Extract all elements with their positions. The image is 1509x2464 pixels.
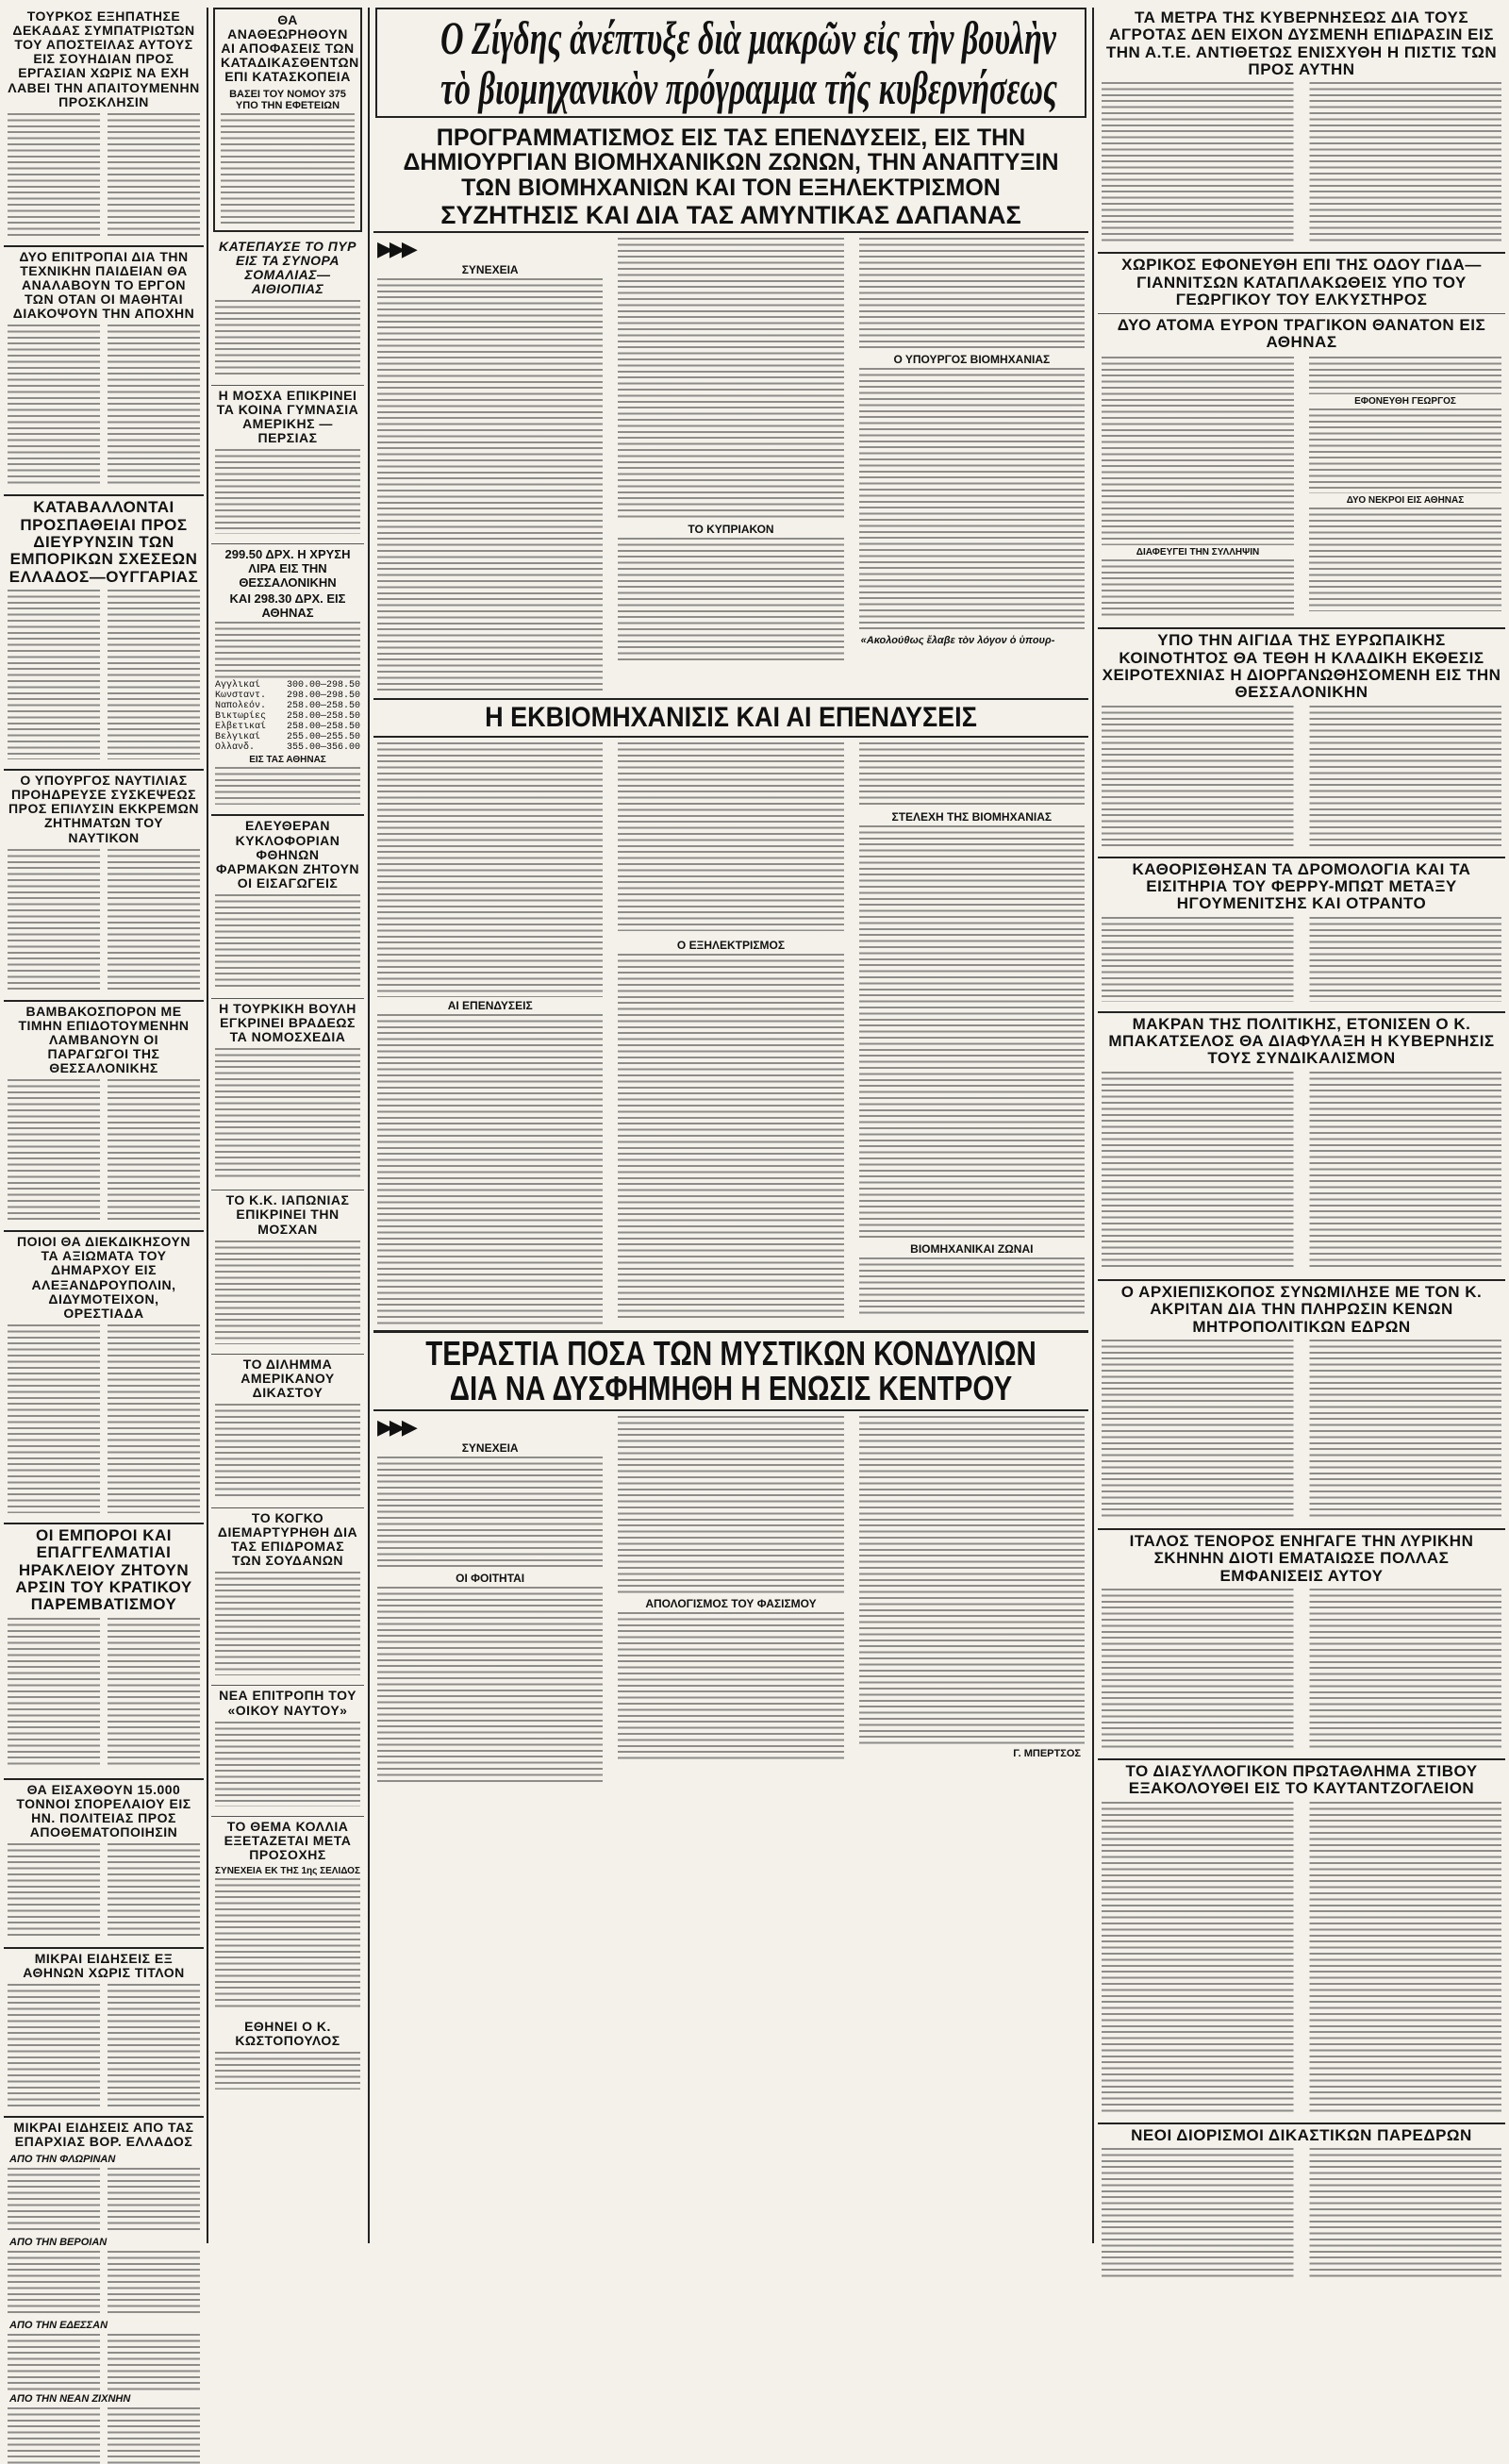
article: [211, 1511, 364, 1675]
article-body: [215, 1878, 360, 2010]
rates-row: [211, 711, 364, 722]
column-left: [4, 8, 204, 2405]
headline: ΝΕΑ ΕΠΙΤΡΟΠΗ ΤΟΥ «ΟΙΚΟΥ ΝΑΥΤΟΥ»: [219, 1688, 357, 1718]
headline: ΥΠΟ ΤΗΝ ΑΙΓΙΔΑ ΤΗΣ ΕΥΡΩΠΑΙΚΗΣ ΚΟΙΝΟΤΗΤΟΣ ΘΑ ΤΕΘΗ Η ΚΛΑΔΙΚΗ ΕΚΘΕΣΙΣ ΧΕΙΡΟΤΕΧΝΙΑΣ Η ΔΙΟΡΓΑΝΩΘΗΣΟΜΕΝΗ ΕΙΣ ΤΗΝ ΘΕΣΣΑΛΟΝΙΚΗΝ: [1102, 631, 1501, 702]
article-body: [8, 2407, 200, 2464]
headline: ΕΛΕΥΘΕΡΑΝ ΚΥΚΛΟΦΟΡΙΑΝ ΦΘΗΝΩΝ ΦΑΡΜΑΚΩΝ ΖΗΤΟΥΝ ΟΙ ΕΙΣΑΓΩΓΕΙΣ: [215, 818, 360, 891]
text-column: [614, 236, 847, 695]
article-body: [215, 1404, 360, 1498]
article: [211, 1820, 364, 2010]
byline-signature: Γ. ΜΠΕΡΤΣΟΣ: [1013, 1748, 1081, 1760]
subhead: ΑΠΟΛΟΓΙΣΜΟΣ ΤΟΥ ΦΑΣΙΣΜΟΥ: [645, 1597, 817, 1611]
article-body: [1102, 917, 1501, 1002]
headline: ΚΑΤΑΒΑΛΛΟΝΤΑΙ ΠΡΟΣΠΑΘΕΙΑΙ ΠΡΟΣ ΔΙΕΥΡΥΝΣΙΝ ΤΩΝ ΕΜΠΟΡΙΚΩΝ ΣΧΕΣΕΩΝ ΕΛΛΑΔΟΣ—ΟΥΓΓΑΡΙΑΣ: [8, 498, 199, 586]
column-second: [211, 8, 364, 2243]
subhead: ΤΟ ΚΥΠΡΙΑΚΟΝ: [688, 523, 774, 537]
rate-name: Αγγλικαί: [215, 680, 261, 691]
text-column: [855, 236, 1088, 695]
article: [1098, 1533, 1505, 1749]
article-body: [618, 1612, 843, 1763]
article: [211, 1193, 364, 1343]
gold-price-article: [211, 547, 364, 805]
article: [4, 9, 204, 236]
article-body: [8, 590, 200, 759]
text-column: [855, 741, 1088, 1327]
headline: ΤΟΥΡΚΟΣ ΕΞΗΠΑΤΗΣΕ ΔΕΚΑΔΑΣ ΣΥΜΠΑΤΡΙΩΤΩΝ ΤΟΥ ΑΠΟΣΤΕΙΛΑΣ ΑΥΤΟΥΣ ΕΙΣ ΣΟΥΗΔΙΑΝ ΠΡΟΣ ΕΡΓΑΣΙΑΝ ΧΩΡΙΣ ΝΑ ΕΧΗ ΛΑΒΕΙ ΤΗΝ ΑΠΑΙΤΟΥΜΕΝΗΝ ΠΡΟΣΚΛΗΣΙΝ: [8, 8, 200, 109]
article: [4, 1783, 204, 1938]
article: [1098, 1763, 1505, 2113]
article: [211, 1002, 364, 1180]
text-column: [1305, 355, 1505, 618]
article-body: [377, 1457, 603, 1570]
article-body: [1102, 1340, 1501, 1519]
continuation-label: ΣΥΝΕΧΕΙΑ: [461, 1441, 519, 1456]
article-body: [215, 894, 360, 989]
article: [1098, 257, 1505, 618]
article: [4, 2121, 204, 2463]
rate-value: 298.00—298.50: [286, 691, 360, 702]
article-body: [215, 622, 360, 678]
article-body: [618, 238, 843, 521]
headline: ΜΑΚΡΑΝ ΤΗΣ ΠΟΛΙΤΙΚΗΣ, ΕΤΟΝΙΣΕΝ Ο Κ. ΜΠΑΚΑΤΣΕΛΟΣ ΘΑ ΔΙΑΦΥΛΑΞΗ Η ΚΥΒΕΡΝΗΣΙΣ ΤΟΥΣ ΣΥΝΔΙΚΑΛΙΣΜΟΝ: [1108, 1014, 1495, 1068]
headline: ΔΥΟ ΕΠΙΤΡΟΠΑΙ ΔΙΑ ΤΗΝ ΤΕΧΝΙΚΗΝ ΠΑΙΔΕΙΑΝ ΘΑ ΑΝΑΛΑΒΟΥΝ ΤΟ ΕΡΓΟΝ ΤΩΝ ΟΤΑΝ ΟΙ ΜΑΘΗΤΑΙ ΔΙΑΚΟΨΟΥΝ ΤΗΝ ΑΠΟΧΗΝ: [12, 248, 195, 322]
article-body: [859, 742, 1085, 808]
headline: ΤΟ Κ.Κ. ΙΑΠΩΝΙΑΣ ΕΠΙΚΡΙΝΕΙ ΤΗΝ ΜΟΣΧΑΝ: [225, 1192, 350, 1237]
article-body: [215, 1722, 360, 1806]
article: [1098, 2127, 1505, 2280]
article: [4, 774, 204, 991]
rates-label: ΕΙΣ ΤΑΣ ΑΘΗΝΑΣ: [249, 755, 326, 766]
giant-headline: ΤΕΡΑΣΤΙΑ ΠΟΣΑ ΤΩΝ ΜΥΣΤΙΚΩΝ ΚΟΝΔΥΛΙΩΝ: [425, 1333, 1036, 1373]
rate-name: Βικτωρίες: [215, 711, 267, 723]
article-body: [618, 954, 843, 1322]
main-banner-headline: τὸ βιομηχανικὸν πρόγραμμα τῆς κυβερνήσεως: [439, 60, 1058, 114]
article-body: [8, 1324, 200, 1513]
headline: ΔΥΟ ΑΤΟΜΑ ΕΥΡΟΝ ΤΡΑΓΙΚΟΝ ΘΑΝΑΤΟΝ ΕΙΣ ΑΘΗΝΑΣ: [1117, 315, 1486, 351]
article-body: [1102, 1589, 1501, 1749]
subhead: ΑΠΟ ΤΗΝ ΕΔΕΣΣΑΝ: [9, 2319, 108, 2331]
subhead: ΔΥΟ ΝΕΚΡΟΙ ΕΙΣ ΑΘΗΝΑΣ: [1346, 495, 1465, 507]
article: [211, 389, 364, 534]
article: [1098, 1016, 1505, 1270]
article-body: [8, 2168, 200, 2234]
article: [211, 1357, 364, 1498]
article: [1098, 1284, 1505, 1519]
article-body: [8, 113, 200, 236]
continuation-label: ΣΥΝΕΧΕΙΑ: [461, 263, 519, 277]
subhead: ΣΥΝΕΧΕΙΑ ΕΚ ΤΗΣ 1ης ΣΕΛΙΔΟΣ: [215, 1865, 360, 1876]
article-body: [859, 368, 1085, 632]
headline: Η ΤΟΥΡΚΙΚΗ ΒΟΥΛΗ ΕΓΚΡΙΝΕΙ ΒΡΑΔΕΩΣ ΤΑ ΝΟΜΟΣΧΕΔΙΑ: [219, 1000, 357, 1045]
article-body: [1309, 357, 1501, 394]
continuation-arrows-icon: ▶▶▶: [377, 238, 414, 262]
subhead: ΔΙΑΦΕΥΓΕΙ ΤΗΝ ΣΥΛΛΗΨΙΝ: [1136, 547, 1260, 558]
article: [4, 1527, 204, 1769]
two-column-body: [1098, 355, 1505, 618]
subhead: Ο ΥΠΟΥΡΓΟΣ ΒΙΟΜΗΧΑΝΙΑΣ: [893, 353, 1051, 367]
headline: ΤΟ ΘΕΜΑ ΚΟΛΛΙΑ ΕΞΕΤΑΖΕΤΑΙ ΜΕΤΑ ΠΡΟΣΟΧΗΣ: [224, 1818, 352, 1862]
subhead: ΕΦΟΝΕΥΘΗ ΓΕΩΡΓΟΣ: [1354, 396, 1456, 408]
headline: Ο ΥΠΟΥΡΓΟΣ ΝΑΥΤΙΛΙΑΣ ΠΡΟΗΔΡΕΥΣΕ ΣΥΣΚΕΨΕΩΣ ΠΡΟΣ ΕΠΙΛΥΣΙΝ ΕΚΚΡΕΜΩΝ ΖΗΤΗΜΑΤΩΝ ΤΟΥ ΝΑΥΤΙΚΟΝ: [8, 773, 199, 845]
article-body: [1102, 357, 1294, 545]
secret-funds-body: [373, 1414, 1088, 1787]
article-body: [859, 825, 1085, 1240]
column-right: [1098, 8, 1505, 2243]
subhead: ΑΙ ΕΠΕΝΔΥΣΕΙΣ: [447, 998, 533, 1012]
article-body: [377, 278, 603, 693]
rate-value: 258.00—258.50: [286, 701, 360, 712]
continuation-arrows-icon: ▶▶▶: [377, 1416, 414, 1440]
text-column: [614, 741, 847, 1327]
headline: ΤΟ ΚΟΓΚΟ ΔΙΕΜΑΡΤΥΡΗΘΗ ΔΙΑ ΤΑΣ ΕΠΙΔΡΟΜΑΣ ΤΩΝ ΣΟΥΔΑΝΩΝ: [217, 1509, 358, 1569]
article: [211, 2020, 364, 2089]
article: [1098, 9, 1505, 242]
article-body: [215, 767, 360, 805]
article-body: [221, 113, 355, 226]
headline: 299.50 ΔΡΧ. Η ΧΡΥΣΗ ΛΙΡΑ ΕΙΣ ΤΗΝ ΘΕΣΣΑΛΟΝΙΚΗΝ: [224, 547, 351, 591]
article-body: [215, 1240, 360, 1344]
giant-headline: ΔΙΑ ΝΑ ΔΥΣΦΗΜΗΘΗ Η ΕΝΩΣΙΣ ΚΕΝΤΡΟΥ: [449, 1369, 1013, 1408]
subhead: ΣΤΕΛΕΧΗ ΤΗΣ ΒΙΟΜΗΧΑΝΙΑΣ: [891, 809, 1053, 824]
article-body: [215, 1572, 360, 1675]
headline: ΤΟ ΔΙΛΗΜΜΑ ΑΜΕΡΙΚΑΝΟΥ ΔΙΚΑΣΤΟΥ: [240, 1356, 335, 1400]
text-column: [373, 741, 606, 1327]
article-body: [8, 849, 200, 991]
article-body: [1102, 2148, 1501, 2280]
article: [211, 1689, 364, 1806]
headline: ΤΑ ΜΕΤΡΑ ΤΗΣ ΚΥΒΕΡΝΗΣΕΩΣ ΔΙΑ ΤΟΥΣ ΑΓΡΟΤΑΣ ΔΕΝ ΕΙΧΟΝ ΔΥΣΜΕΝΗ ΕΠΙΔΡΑΣΙΝ ΕΙΣ ΤΗΝ Α.Τ.Ε. ΑΝΤΙΘΕΤΩΣ ΕΝΙΣΧΥΘΗ Η ΠΙΣΤΙΣ ΤΩΝ ΠΡΟΣ ΑΥΤΗΝ: [1105, 8, 1498, 79]
article-body: [377, 1014, 603, 1325]
headline: ΚΑΘΟΡΙΣΘΗΣΑΝ ΤΑ ΔΡΟΜΟΛΟΓΙΑ ΚΑΙ ΤΑ ΕΙΣΙΤΗΡΙΑ ΤΟΥ ΦΕΡΡΥ-ΜΠΩΤ ΜΕΤΑΞΥ ΗΓΟΥΜΕΝΙΤΣΗΣ ΚΑΙ ΟΤΡΑΝΤΟ: [1132, 859, 1471, 913]
subhead: ΒΑΣΕΙ ΤΟΥ ΝΟΜΟΥ 375 ΥΠΟ ΤΗΝ ΕΦΕΤΕΙΩΝ: [229, 88, 346, 111]
article-body: [8, 1843, 200, 1938]
text-column: [614, 1414, 847, 1787]
article-body: [618, 742, 843, 931]
article: [4, 1235, 204, 1513]
article-body: [215, 1048, 360, 1180]
article-body: [1102, 1802, 1501, 2113]
headline: ΧΩΡΙΚΟΣ ΕΦΟΝΕΥΘΗ ΕΠΙ ΤΗΣ ΟΔΟΥ ΓΙΔΑ—ΓΙΑΝΝΙΤΣΩΝ ΚΑΤΑΠΛΑΚΩΘΕΙΣ ΥΠΟ ΤΟΥ ΓΕΩΡΓΙΚΟΥ ΤΟΥ ΕΛΚΥΣΤΗΡΟΣ: [1121, 256, 1482, 309]
headline: Ο ΑΡΧΙΕΠΙΣΚΟΠΟΣ ΣΥΝΩΜΙΛΗΣΕ ΜΕ ΤΟΝ Κ. ΑΚΡΙΤΑΝ ΔΙΑ ΤΗΝ ΠΛΗΡΩΣΙΝ ΚΕΝΩΝ ΜΗΤΡΟΠΟΛΙΤΙΚΩΝ ΕΔΡΩΝ: [1120, 1282, 1483, 1336]
rate-name: Ολλανδ.: [215, 742, 256, 754]
lead-story: [375, 8, 1086, 118]
article: [4, 1952, 204, 2106]
headline: ΕΘΗΝΕΙ Ο Κ. ΚΩΣΤΟΠΟΥΛΟΣ: [235, 2018, 340, 2049]
pull-quote: «Ακολούθως ἔλαβε τὸν λόγον ὁ ὑπουρ-: [860, 635, 1055, 647]
article-body: [1102, 82, 1501, 242]
article-body: [8, 1984, 200, 2106]
main-banner-headline: Ο Ζίγδης ἀνέπτυξε διὰ μακρῶν εἰς τὴν βουλὴν: [439, 11, 1056, 64]
article-body: [8, 1079, 200, 1221]
article-body: [1309, 408, 1501, 493]
article: [4, 499, 204, 759]
headline: ΟΙ ΕΜΠΟΡΟΙ ΚΑΙ ΕΠΑΓΓΕΛΜΑΤΙΑΙ ΗΡΑΚΛΕΙΟΥ ΖΗΤΟΥΝ ΑΡΣΙΝ ΤΟΥ ΚΡΑΤΙΚΟΥ ΠΑΡΕΜΒΑΤΙΣΜΟΥ: [15, 1525, 192, 1614]
article: [211, 240, 364, 375]
text-column: [855, 1414, 1088, 1787]
rate-name: Ελβετικαί: [215, 722, 267, 733]
article-body: [377, 1587, 603, 1785]
rates-row: [211, 701, 364, 711]
column-rule: [1092, 8, 1094, 2243]
rate-value: 258.00—258.50: [286, 722, 360, 733]
article-body: [8, 1618, 200, 1769]
headline: ΜΙΚΡΑΙ ΕΙΔΗΣΕΙΣ ΑΠΟ ΤΑΣ ΕΠΑΡΧΙΑΣ ΒΟΡ. ΕΛΛΑΔΟΣ: [13, 2120, 194, 2150]
article: [1098, 861, 1505, 1002]
headline: ΘΑ ΕΙΣΑΧΘΟΥΝ 15.000 ΤΟΝΝΟΙ ΣΠΟΡΕΛΑΙΟΥ ΕΙΣ ΗΝ. ΠΟΛΙΤΕΙΑΣ ΠΡΟΣ ΑΠΟΘΕΜΑΤΟΠΟΙΗΣΙΝ: [16, 1781, 191, 1840]
article-body: [1102, 1072, 1501, 1270]
article-body: [8, 325, 200, 485]
article-body: [215, 449, 360, 534]
rate-name: Κωνσταντ.: [215, 691, 267, 702]
headline: ΘΑ ΑΝΑΘΕΩΡΗΘΟΥΝ ΑΙ ΑΠΟΦΑΣΕΙΣ ΤΩΝ ΚΑΤΑΔΙΚΑΣΘΕΝΤΩΝ ΕΠΙ ΚΑΤΑΣΚΟΠΕΙΑ: [221, 12, 359, 85]
column-rule: [368, 8, 370, 2243]
subhead: ΑΠΟ ΤΗΝ ΦΛΩΡΙΝΑΝ: [9, 2153, 116, 2165]
subhead: Ο ΕΞΗΛΕΚΤΡΙΣΜΟΣ: [676, 938, 786, 952]
deck-headline: ΣΥΖΗΤΗΣΙΣ ΚΑΙ ΔΙΑ ΤΑΣ ΑΜΥΝΤΙΚΑΣ ΔΑΠΑΝΑΣ: [440, 200, 1021, 229]
rates-table: [211, 680, 364, 753]
rate-name: Ναπολεόν.: [215, 701, 267, 712]
headline: ΒΑΜΒΑΚΟΣΠΟΡΟΝ ΜΕ ΤΙΜΗΝ ΕΠΙΔΟΤΟΥΜΕΝΗΝ ΛΑΜΒΑΝΟΥΝ ΟΙ ΠΑΡΑΓΩΓΟΙ ΤΗΣ ΘΕΣΣΑΛΟΝΙΚΗΣ: [18, 1003, 190, 1076]
rate-value: 300.00—298.50: [286, 680, 360, 691]
rate-value: 255.00—255.50: [286, 732, 360, 743]
rate-value: 258.00—258.50: [286, 711, 360, 723]
text-column: [373, 1414, 606, 1787]
article: [211, 819, 364, 989]
headline: ΙΤΑΛΟΣ ΤΕΝΟΡΟΣ ΕΝΗΓΑΓΕ ΤΗΝ ΛΥΡΙΚΗΝ ΣΚΗΝΗΝ ΔΙΟΤΙ ΕΜΑΤΑΙΩΣΕ ΠΟΛΛΑΣ ΕΜΦΑΝΙΣΕΙΣ ΑΥΤΟΥ: [1129, 1531, 1474, 1585]
subhead: ΑΠΟ ΤΗΝ ΒΕΡΟΙΑΝ: [9, 2236, 108, 2248]
rate-name: Βελγικαί: [215, 732, 261, 743]
headline: ΜΙΚΡΑΙ ΕΙΔΗΣΕΙΣ ΕΞ ΑΘΗΝΩΝ ΧΩΡΙΣ ΤΙΤΛΟΝ: [23, 1951, 185, 1981]
article-body: [859, 238, 1085, 351]
industry-body: [373, 741, 1088, 1327]
article-body: [215, 300, 360, 375]
article-body: [215, 2052, 360, 2089]
lead-body: [373, 236, 1088, 695]
headline: ΚΑΤΕΠΑΥΣΕ ΤΟ ΠΥΡ ΕΙΣ ΤΑ ΣΥΝΟΡΑ ΣΟΜΑΛΙΑΣ—ΑΙΘΙΟΠΙΑΣ: [219, 238, 357, 296]
article-body: [618, 1416, 843, 1595]
rate-value: 355.00—356.00: [286, 742, 360, 754]
article-body: [859, 1416, 1085, 1746]
rates-row: [211, 732, 364, 742]
deck-headline: ΠΡΟΓΡΑΜΜΑΤΙΣΜΟΣ ΕΙΣ ΤΑΣ ΕΠΕΝΔΥΣΕΙΣ, ΕΙΣ ΤΗΝ ΔΗΜΙΟΥΡΓΙΑΝ ΒΙΟΜΗΧΑΝΙΚΩΝ ΖΩΝΩΝ, ΤΗΝ ΑΝΑΠΤΥΞΙΝ ΤΩΝ ΒΙΟΜΗΧΑΝΙΩΝ ΚΑΙ ΤΟΝ ΕΞΗΛΕΚΤΡΙΣΜΟΝ: [403, 125, 1059, 201]
article: [1098, 632, 1505, 846]
article-body: [377, 742, 603, 997]
rates-row: [211, 722, 364, 732]
headline: Η ΜΟΣΧΑ ΕΠΙΚΡΙΝΕΙ ΤΑ ΚΟΙΝΑ ΓΥΜΝΑΣΙΑ ΑΜΕΡΙΚΗΣ — ΠΕΡΣΙΑΣ: [216, 387, 359, 446]
article-body: [859, 1257, 1085, 1314]
article: [4, 1005, 204, 1222]
article-body: [8, 2334, 200, 2390]
headline: ΚΑΙ 298.30 ΔΡΧ. ΕΙΣ ΑΘΗΝΑΣ: [229, 591, 346, 621]
rates-row: [211, 691, 364, 701]
article: [4, 250, 204, 486]
subhead: ΒΙΟΜΗΧΑΝΙΚΑΙ ΖΩΝΑΙ: [910, 1241, 1034, 1256]
column-rule: [207, 8, 208, 2243]
article-body: [1309, 508, 1501, 611]
headline: ΝΕΟΙ ΔΙΟΡΙΣΜΟΙ ΔΙΚΑΣΤΙΚΩΝ ΠΑΡΕΔΡΩΝ: [1131, 2125, 1472, 2144]
article-body: [8, 2251, 200, 2317]
article-body: [1102, 706, 1501, 847]
text-column: [373, 236, 606, 695]
article-body: [1102, 559, 1294, 616]
rates-row: [211, 680, 364, 691]
column-center: [373, 8, 1088, 2243]
subhead: ΑΠΟ ΤΗΝ ΝΕΑΝ ΖΙΧΝΗΝ: [9, 2392, 131, 2405]
subhead: ΟΙ ΦΟΙΤΗΤΑΙ: [456, 1572, 525, 1586]
text-column: [1098, 355, 1298, 618]
rates-row: [211, 742, 364, 753]
headline: ΠΟΙΟΙ ΘΑ ΔΙΕΚΔΙΚΗΣΟΥΝ ΤΑ ΑΞΙΩΜΑΤΑ ΤΟΥ ΔΗΜΑΡΧΟΥ ΕΙΣ ΑΛΕΞΑΝΔΡΟΥΠΟΛΙΝ, ΔΙΔΥΜΟΤΕΙΧΟΝ, ΟΡΕΣΤΙΑΔΑ: [17, 1234, 191, 1321]
article: [213, 8, 362, 232]
article-body: [618, 538, 843, 660]
section-headline: Η ΕΚΒΙΟΜΗΧΑΝΙΣΙΣ ΚΑΙ ΑΙ ΕΠΕΝΔΥΣΕΙΣ: [485, 702, 977, 734]
headline: ΤΟ ΔΙΑΣΥΛΛΟΓΙΚΟΝ ΠΡΩΤΑΘΛΗΜΑ ΣΤΙΒΟΥ ΕΞΑΚΟΛΟΥΘΕΙ ΕΙΣ ΤΟ ΚΑΥΤΑΝΤΖΟΓΛΕΙΟΝ: [1125, 1761, 1478, 1798]
